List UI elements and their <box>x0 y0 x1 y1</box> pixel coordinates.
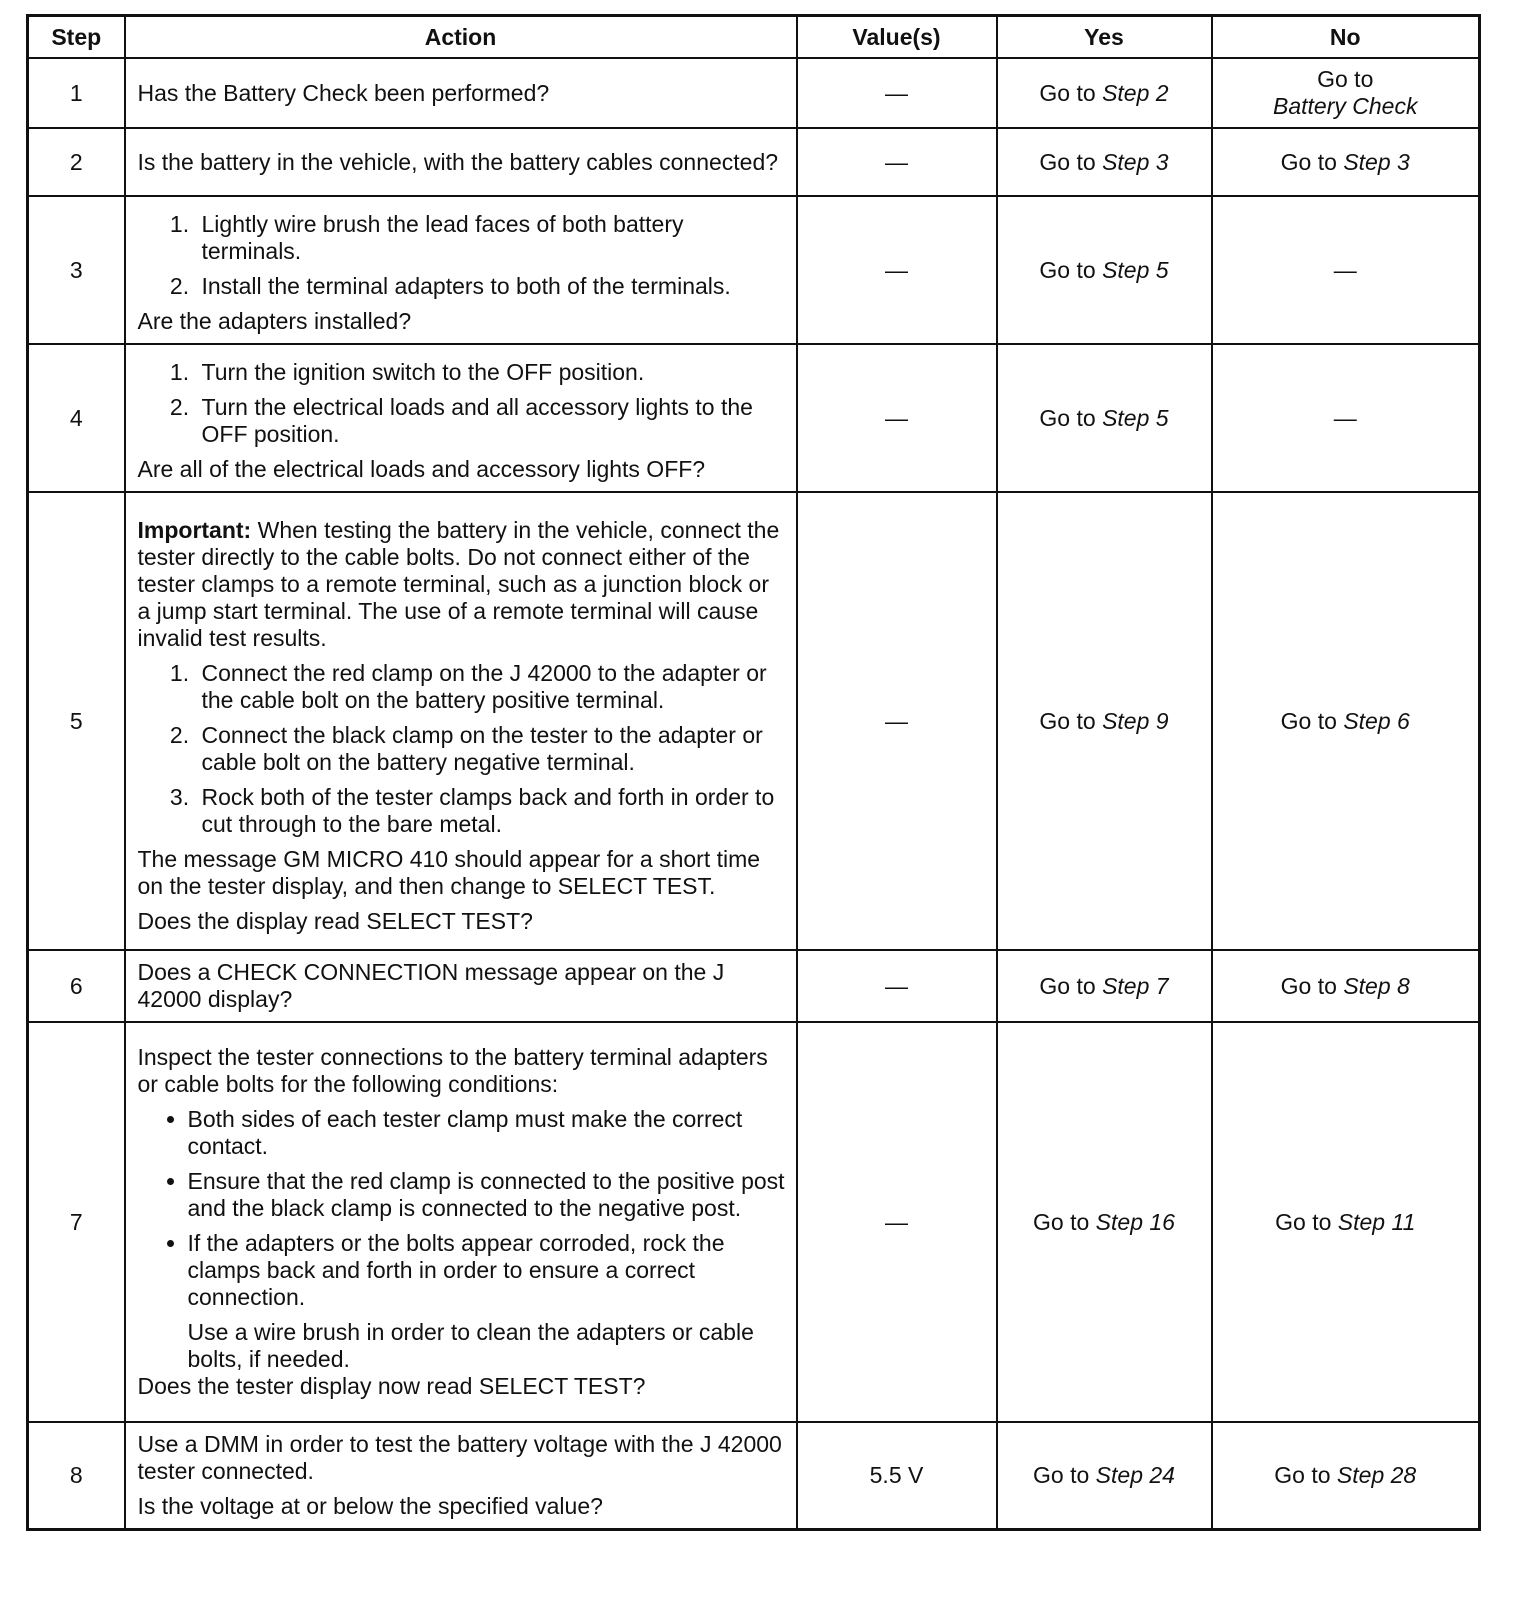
yes-target: Step 24 <box>1095 1462 1175 1488</box>
goto-text: Go to <box>1039 972 1096 999</box>
action-cell <box>125 58 797 128</box>
goto-text: Go to <box>1039 148 1096 175</box>
action-intro: Use a DMM in order to test the battery voltage with the J 42000 tester connected. <box>137 1431 782 1484</box>
no-cell <box>1212 492 1480 950</box>
goto-text: Go to <box>1275 1208 1332 1235</box>
list-item: • If the adapters or the bolts appear corroded, rock the clamps back and forth in order to ensure a correct connection. <box>188 1230 786 1311</box>
yes-cell <box>997 196 1212 344</box>
yes-target: Step 3 <box>1102 148 1169 175</box>
action-intro: Inspect the tester connections to the battery terminal adapters or cable bolts for the following conditions: <box>137 1044 768 1097</box>
yes-cell <box>997 492 1212 950</box>
goto-text: Go to <box>1039 707 1096 734</box>
value-cell: 5.5 V <box>797 1422 997 1530</box>
step-number: 3 <box>28 196 125 344</box>
value-cell: — <box>797 492 997 950</box>
no-cell: — <box>1212 196 1480 344</box>
action-text: Does a CHECK CONNECTION message appear on the J 42000 display? <box>137 959 725 1012</box>
step-number: 1 <box>28 58 125 128</box>
list-item: • Ensure that the red clamp is connected to the positive post and the black clamp is connected to the negative post. <box>188 1168 786 1222</box>
no-cell <box>1212 950 1480 1022</box>
action-cell <box>125 128 797 196</box>
list-item: 2. Connect the black clamp on the tester to the adapter or cable bolt on the battery negative terminal. <box>196 722 786 776</box>
no-target: Step 28 <box>1336 1462 1417 1488</box>
value-cell: — <box>797 950 997 1022</box>
condition-list <box>138 1106 786 1311</box>
action-question: Does the tester display now read SELECT TEST? <box>137 1373 646 1399</box>
action-text: Is the battery in the vehicle, with the battery cables connected? <box>137 148 779 175</box>
no-cell: — <box>1212 344 1480 492</box>
goto-text: Go to <box>1274 1462 1331 1488</box>
step-number: 7 <box>28 1022 125 1422</box>
goto-text: Go to <box>1033 1208 1090 1235</box>
list-item: 1. Connect the red clamp on the J 42000 to the adapter or the cable bolt on the battery positive terminal. <box>196 660 786 714</box>
action-cell <box>125 492 797 950</box>
action-steps <box>138 359 786 448</box>
goto-text: Go to <box>1317 66 1374 92</box>
list-item: 2. Install the terminal adapters to both of the terminals. <box>196 273 786 300</box>
diagnostic-table <box>26 14 1481 1531</box>
action-cell <box>125 950 797 1022</box>
table-row <box>28 1422 1480 1530</box>
action-cell <box>125 344 797 492</box>
no-target: Step 11 <box>1337 1208 1416 1235</box>
yes-cell <box>997 58 1212 128</box>
no-target: Battery Check <box>1273 93 1418 119</box>
action-cell <box>125 1422 797 1530</box>
yes-cell <box>997 1022 1212 1422</box>
goto-text: Go to <box>1280 148 1337 175</box>
table-row <box>28 58 1480 128</box>
value-cell: — <box>797 196 997 344</box>
step-number: 5 <box>28 492 125 950</box>
goto-text: Go to <box>1039 256 1096 283</box>
no-target: Step 6 <box>1343 707 1410 734</box>
yes-target: Step 5 <box>1102 256 1169 283</box>
yes-cell <box>997 344 1212 492</box>
value-cell: — <box>797 344 997 492</box>
header-values: Value(s) <box>797 16 997 59</box>
goto-text: Go to <box>1039 79 1096 106</box>
list-item: 3. Rock both of the tester clamps back and forth in order to cut through to the bare metal. <box>196 784 786 838</box>
important-text: When testing the battery in the vehicle, connect the tester directly to the cable bolts. Do not connect either of the tester clamps to a remote terminal, such as a junction block or a jump start terminal. The use of a remote terminal will cause invalid test results. <box>137 517 780 651</box>
action-question: Are the adapters installed? <box>137 308 412 334</box>
no-cell <box>1212 128 1480 196</box>
value-cell: — <box>797 58 997 128</box>
header-step: Step <box>28 16 125 59</box>
goto-text: Go to <box>1039 404 1096 431</box>
table-row <box>28 1022 1480 1422</box>
table-row <box>28 950 1480 1022</box>
action-steps <box>138 211 786 300</box>
list-item: • Both sides of each tester clamp must make the correct contact. <box>188 1106 786 1160</box>
yes-target: Step 16 <box>1095 1208 1175 1235</box>
step-number: 8 <box>28 1422 125 1530</box>
step-number: 2 <box>28 128 125 196</box>
important-label: Important: <box>137 517 252 543</box>
table-row <box>28 492 1480 950</box>
yes-cell <box>997 1422 1212 1530</box>
table-row <box>28 344 1480 492</box>
value-cell: — <box>797 128 997 196</box>
action-message: The message GM MICRO 410 should appear for a short time on the tester display, and then change to SELECT TEST. <box>137 846 761 899</box>
goto-text: Go to <box>1280 972 1337 999</box>
yes-target: Step 9 <box>1102 707 1169 734</box>
action-cell <box>125 196 797 344</box>
table-row <box>28 196 1480 344</box>
no-cell <box>1212 1022 1480 1422</box>
no-cell <box>1212 58 1480 128</box>
goto-text: Go to <box>1033 1462 1090 1488</box>
header-no: No <box>1212 16 1480 59</box>
action-steps <box>138 660 786 838</box>
action-text: Has the Battery Check been performed? <box>137 79 550 106</box>
action-question: Does the display read SELECT TEST? <box>137 908 533 934</box>
yes-cell <box>997 128 1212 196</box>
goto-text: Go to <box>1280 707 1337 734</box>
yes-cell <box>997 950 1212 1022</box>
header-row <box>28 16 1480 59</box>
action-question: Are all of the electrical loads and accessory lights OFF? <box>137 456 706 482</box>
list-item: 1. Turn the ignition switch to the OFF position. <box>196 359 786 386</box>
action-cell <box>125 1022 797 1422</box>
yes-target: Step 2 <box>1102 79 1169 106</box>
action-question: Is the voltage at or below the specified value? <box>137 1493 603 1519</box>
no-target: Step 3 <box>1343 148 1410 175</box>
list-item: 2. Turn the electrical loads and all accessory lights to the OFF position. <box>196 394 786 448</box>
yes-target: Step 5 <box>1102 404 1169 431</box>
table-row <box>28 128 1480 196</box>
step-number: 6 <box>28 950 125 1022</box>
header-yes: Yes <box>997 16 1212 59</box>
action-subnote: Use a wire brush in order to clean the adapters or cable bolts, if needed. <box>187 1319 754 1372</box>
value-cell: — <box>797 1022 997 1422</box>
header-action: Action <box>125 16 797 59</box>
no-cell <box>1212 1422 1480 1530</box>
no-target: Step 8 <box>1343 972 1410 999</box>
yes-target: Step 7 <box>1102 972 1169 999</box>
step-number: 4 <box>28 344 125 492</box>
important-note <box>138 517 786 652</box>
list-item: 1. Lightly wire brush the lead faces of both battery terminals. <box>196 211 786 265</box>
